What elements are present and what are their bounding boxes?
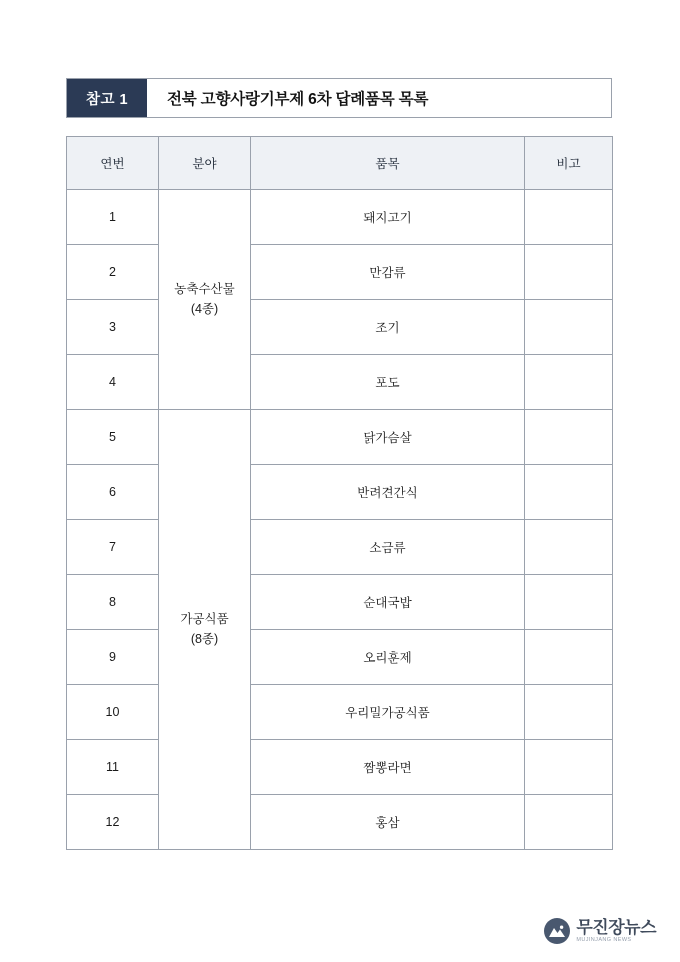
cell-item: 조기 [251, 300, 525, 355]
watermark-text [576, 919, 656, 944]
cell-item: 소금류 [251, 520, 525, 575]
cell-item: 짬뽕라면 [251, 740, 525, 795]
column-header-item: 품목 [251, 137, 525, 190]
column-header-field: 분야 [159, 137, 251, 190]
cell-note [525, 795, 613, 850]
items-table-container [66, 136, 612, 850]
table-row [67, 795, 613, 850]
reference-header [66, 78, 612, 118]
field-name: 가공식품 [180, 612, 229, 627]
cell-item: 닭가슴살 [251, 410, 525, 465]
cell-item: 포도 [251, 355, 525, 410]
watermark-name: 무진장뉴스 [576, 917, 656, 937]
cell-note [525, 410, 613, 465]
cell-field-group-2 [159, 410, 251, 850]
cell-item: 만감류 [251, 245, 525, 300]
cell-item: 돼지고기 [251, 190, 525, 245]
mountain-logo-icon [544, 918, 570, 944]
cell-item: 오리훈제 [251, 630, 525, 685]
cell-no: 4 [67, 355, 159, 410]
table-row [67, 410, 613, 465]
column-header-no: 연번 [67, 137, 159, 190]
table-row [67, 465, 613, 520]
cell-note [525, 630, 613, 685]
cell-no: 5 [67, 410, 159, 465]
cell-no: 7 [67, 520, 159, 575]
cell-no: 9 [67, 630, 159, 685]
cell-note [525, 245, 613, 300]
watermark [544, 918, 656, 944]
cell-note [525, 355, 613, 410]
cell-no: 2 [67, 245, 159, 300]
page-title: 전북 고향사랑기부제 6차 답례품목 목록 [167, 91, 429, 108]
cell-no: 8 [67, 575, 159, 630]
table-row [67, 190, 613, 245]
table-row [67, 630, 613, 685]
cell-item: 순대국밥 [251, 575, 525, 630]
cell-note [525, 740, 613, 795]
table-row [67, 300, 613, 355]
cell-no: 3 [67, 300, 159, 355]
cell-no: 10 [67, 685, 159, 740]
cell-item: 반려견간식 [251, 465, 525, 520]
table-row [67, 685, 613, 740]
table-row [67, 740, 613, 795]
table-row [67, 575, 613, 630]
items-table [66, 136, 613, 850]
cell-note [525, 520, 613, 575]
field-name: 농축수산물 [174, 282, 235, 297]
cell-note [525, 465, 613, 520]
reference-badge: 참고 1 [67, 79, 147, 117]
cell-no: 11 [67, 740, 159, 795]
cell-item: 홍삼 [251, 795, 525, 850]
cell-note [525, 300, 613, 355]
cell-no: 1 [67, 190, 159, 245]
watermark-subtitle: MUJINJANG NEWS [576, 936, 632, 943]
cell-item: 우리밀가공식품 [251, 685, 525, 740]
column-header-note: 비고 [525, 137, 613, 190]
cell-field-group-1 [159, 190, 251, 410]
cell-note [525, 685, 613, 740]
cell-no: 6 [67, 465, 159, 520]
field-count: (4종) [190, 301, 219, 316]
cell-note [525, 190, 613, 245]
field-count: (8종) [190, 631, 219, 646]
table-row [67, 355, 613, 410]
table-row [67, 245, 613, 300]
table-header-row [67, 137, 613, 190]
cell-no: 12 [67, 795, 159, 850]
table-row [67, 520, 613, 575]
cell-note [525, 575, 613, 630]
